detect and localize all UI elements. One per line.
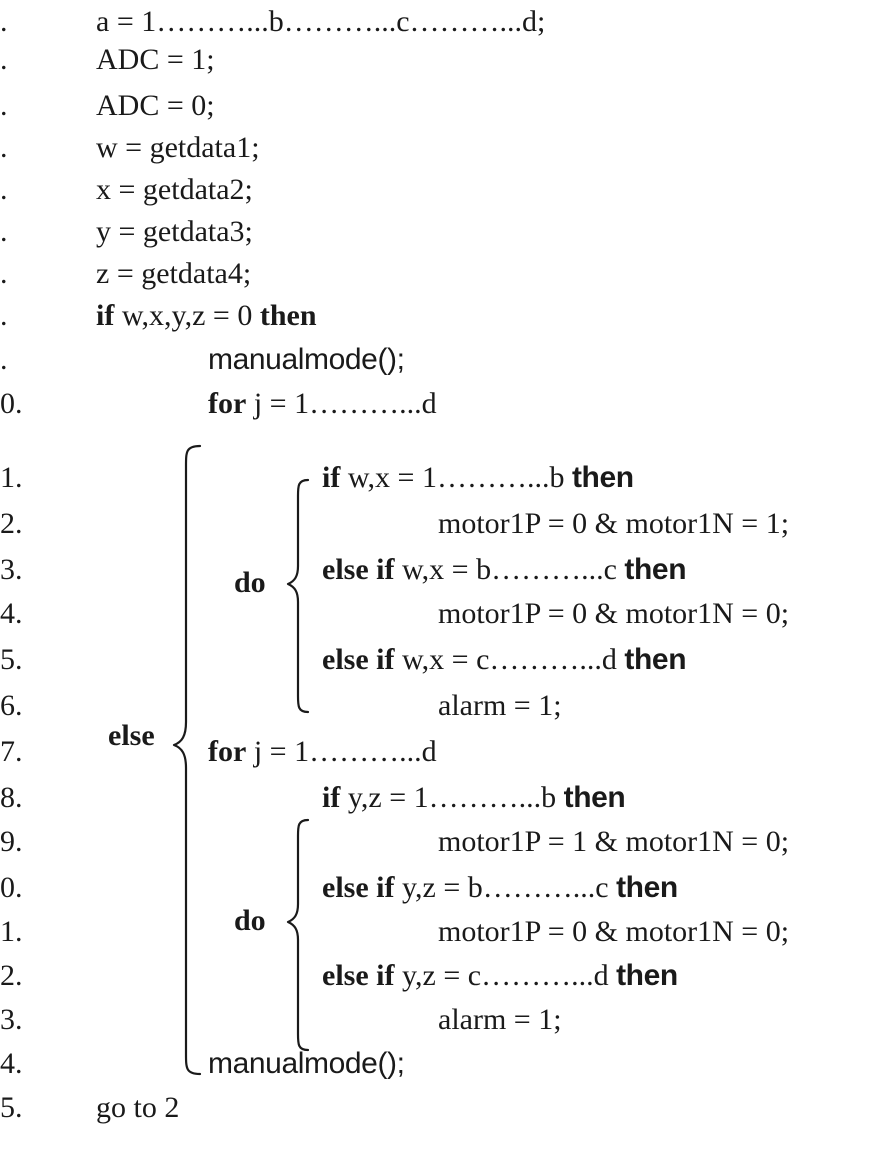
do-label-first: do (234, 566, 266, 599)
code-fragment: motor1P = 0 & motor1N = 1; (438, 507, 790, 540)
code-text (438, 912, 789, 952)
code-fragment: motor1P = 0 & motor1N = 0; (438, 915, 790, 948)
code-fragment: y,z = c………...d (394, 959, 617, 992)
code-line (0, 868, 894, 908)
code-fragment: w,x,y,z = 0 (114, 299, 260, 332)
line-number: 1. (0, 461, 23, 494)
code-fragment: w = getdata1; (96, 131, 260, 164)
code-text (322, 640, 686, 680)
code-fragment: j = 1………...d (246, 735, 437, 768)
line-number: 5. (0, 1091, 23, 1124)
line-number: 0. (0, 871, 23, 904)
code-text (438, 686, 562, 726)
code-text (96, 2, 545, 42)
code-line (0, 2, 894, 42)
line-number: . (0, 257, 8, 290)
code-line (0, 1000, 894, 1040)
code-fragment: j = 1………...d (246, 387, 437, 420)
code-text (438, 822, 789, 862)
keyword: else if (322, 643, 395, 676)
line-number: 0. (0, 387, 23, 420)
code-text (208, 384, 437, 424)
code-fragment: w,x = b………...c (394, 553, 625, 586)
line-number: 4. (0, 597, 23, 630)
line-number: 9. (0, 825, 23, 858)
code-line (0, 128, 894, 168)
code-line (0, 212, 894, 252)
keyword: then (616, 959, 678, 992)
code-text (322, 458, 634, 498)
code-line (0, 170, 894, 210)
line-number: . (0, 5, 8, 38)
line-number: 4. (0, 1047, 23, 1080)
keyword: else if (322, 871, 395, 904)
code-fragment: motor1P = 0 & motor1N = 0; (438, 597, 790, 630)
code-text (438, 594, 789, 634)
code-fragment: motor1P = 1 & motor1N = 0; (438, 825, 790, 858)
line-number: 1. (0, 915, 23, 948)
code-text (208, 732, 437, 772)
keyword: if (322, 461, 341, 494)
code-text (96, 170, 253, 210)
line-number: 5. (0, 643, 23, 676)
line-number: 2. (0, 507, 23, 540)
code-text (96, 86, 215, 126)
code-fragment: ADC = 1; (96, 43, 215, 76)
line-number: 8. (0, 781, 23, 814)
code-fragment: manualmode(); (208, 1047, 405, 1080)
code-line (0, 640, 894, 680)
code-line (0, 1088, 894, 1128)
code-line (0, 822, 894, 862)
line-number: . (0, 299, 8, 332)
code-fragment: z = getdata4; (96, 257, 252, 290)
else-label: else (108, 719, 155, 752)
keyword: for (208, 387, 247, 420)
line-number: . (0, 89, 8, 122)
line-number: 6. (0, 689, 23, 722)
line-number: . (0, 215, 8, 248)
code-line (0, 686, 894, 726)
line-number: . (0, 343, 8, 376)
keyword: if (322, 781, 341, 814)
code-fragment: ADC = 0; (96, 89, 215, 122)
code-line (0, 458, 894, 498)
code-line (0, 594, 894, 634)
keyword: then (563, 781, 626, 814)
code-text (438, 504, 789, 544)
code-line (0, 340, 894, 380)
keyword: else if (322, 553, 395, 586)
code-line (0, 504, 894, 544)
code-fragment: y = getdata3; (96, 215, 253, 248)
code-line (0, 384, 894, 424)
line-number: 3. (0, 1003, 23, 1036)
code-text (322, 868, 678, 908)
code-fragment: y,z = b………...c (394, 871, 617, 904)
code-text (438, 1000, 562, 1040)
keyword: then (571, 461, 634, 494)
code-fragment: go to 2 (96, 1091, 180, 1124)
code-text (322, 778, 625, 818)
code-fragment: a = 1………...b………...c………...d; (96, 5, 546, 38)
line-number: . (0, 173, 8, 206)
code-text (322, 956, 678, 996)
code-line (0, 40, 894, 80)
code-text (96, 128, 260, 168)
keyword: if (96, 299, 115, 332)
code-text (96, 254, 251, 294)
code-line (0, 732, 894, 772)
code-fragment: manualmode(); (208, 343, 405, 376)
code-line (0, 912, 894, 952)
code-fragment: y,z = 1………...b (340, 781, 564, 814)
code-text (96, 40, 215, 80)
keyword: then (616, 871, 678, 904)
code-text (96, 296, 317, 336)
code-fragment: alarm = 1; (438, 689, 562, 722)
code-fragment: alarm = 1; (438, 1003, 562, 1036)
code-text (208, 1044, 405, 1084)
do-label-second: do (234, 904, 266, 937)
code-fragment: w,x = c………...d (394, 643, 625, 676)
line-number: 2. (0, 959, 23, 992)
code-line (0, 86, 894, 126)
line-number: . (0, 131, 8, 164)
code-fragment: x = getdata2; (96, 173, 253, 206)
keyword: then (624, 643, 687, 676)
code-text (96, 212, 253, 252)
line-number: 7. (0, 735, 23, 768)
code-line (0, 1044, 894, 1084)
line-number: 3. (0, 553, 23, 586)
line-number: . (0, 43, 8, 76)
code-line (0, 778, 894, 818)
keyword: then (624, 553, 687, 586)
code-text (322, 550, 686, 590)
code-line (0, 296, 894, 336)
code-line (0, 550, 894, 590)
keyword: for (208, 735, 247, 768)
keyword: then (259, 299, 317, 332)
code-text (208, 340, 405, 380)
keyword: else if (322, 959, 395, 992)
code-line (0, 956, 894, 996)
code-line (0, 254, 894, 294)
code-fragment: w,x = 1………...b (340, 461, 572, 494)
code-text (96, 1088, 179, 1128)
